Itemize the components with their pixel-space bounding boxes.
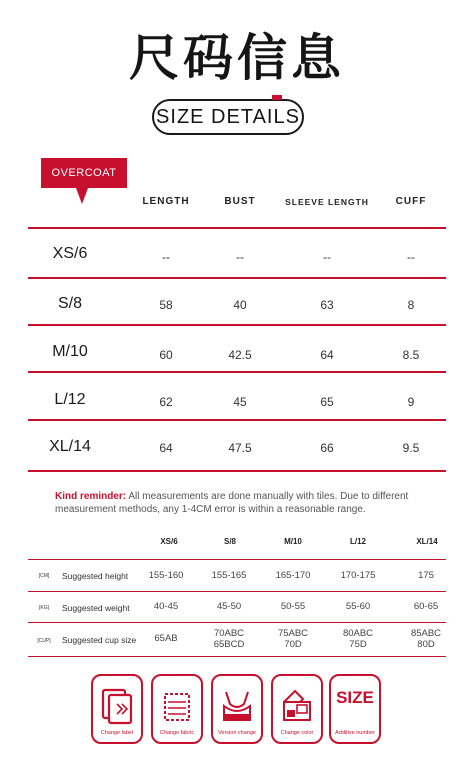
kind-reminder <box>55 490 435 516</box>
table-cell: 62 <box>159 395 173 409</box>
col-bust: BUST <box>224 196 256 207</box>
sub-col-s: S/8 <box>223 537 236 546</box>
reminder-label: Kind reminder: <box>55 491 127 502</box>
table-cell: 170-175 <box>340 570 376 581</box>
bra-icon <box>213 682 261 732</box>
size-label: S/8 <box>57 295 82 312</box>
divider <box>28 324 446 326</box>
divider <box>28 371 446 373</box>
divider <box>28 277 446 279</box>
size-label: XL/14 <box>49 438 91 455</box>
table-cell: 9 <box>407 395 415 409</box>
divider <box>28 419 446 421</box>
sub-col-xs: XS/6 <box>160 537 178 546</box>
table-cell: 70ABC 65BCD <box>213 628 245 650</box>
sub-col-xl: XL/14 <box>416 537 438 546</box>
overcoat-tag: OVERCOAT <box>41 158 127 188</box>
table-cell: 66 <box>320 441 334 455</box>
size-label: XS/6 <box>52 245 88 262</box>
icon-caption: Version change <box>218 730 256 736</box>
reminder-text: All measurements are done manually with tiles. Due to different measurement methods, any 1-4CM error is within a reasonable range. <box>55 491 409 515</box>
table-cell: 40-45 <box>153 601 179 612</box>
table-cell: 45 <box>233 395 247 409</box>
divider <box>28 470 446 472</box>
table-cell: 58 <box>159 298 173 312</box>
size-label: L/12 <box>54 391 86 408</box>
table-cell: 64 <box>159 441 173 455</box>
table-cell: 65AB <box>154 633 178 644</box>
table-cell: 55-60 <box>345 601 371 612</box>
unit-label: [CUP] <box>37 638 51 644</box>
subtitle: SIZE DETAILS <box>156 106 300 128</box>
page-title: 尺码信息 <box>129 29 345 87</box>
divider <box>28 591 446 592</box>
icon-caption: Change label <box>100 730 134 736</box>
col-length: LENGTH <box>142 196 190 207</box>
table-cell: 8.5 <box>402 348 420 362</box>
table-cell: 60-65 <box>413 601 439 612</box>
icon-caption: Additive number <box>335 730 375 736</box>
table-cell: 8 <box>407 298 415 312</box>
table-cell: 175 <box>418 570 434 581</box>
col-cuff: CUFF <box>395 196 427 207</box>
table-cell: -- <box>236 250 244 264</box>
table-cell: 45-50 <box>216 601 242 612</box>
col-sleeve-length: SLEEVE LENGTH <box>285 197 369 207</box>
table-cell: -- <box>407 250 415 264</box>
icon-caption: Change fabric <box>159 730 195 736</box>
fabric-icon <box>153 682 201 732</box>
table-cell: 165-170 <box>275 570 311 581</box>
table-cell: 47.5 <box>228 441 252 455</box>
sub-col-l: L/12 <box>349 537 366 546</box>
table-cell: -- <box>323 250 331 264</box>
table-cell: 65 <box>320 395 334 409</box>
divider <box>28 622 446 623</box>
unit-label: [KG] <box>38 605 49 611</box>
divider <box>28 559 446 560</box>
table-cell: 63 <box>320 298 334 312</box>
row-label: Suggested height <box>62 571 129 581</box>
divider <box>28 656 446 657</box>
size-icon: SIZE <box>336 688 374 707</box>
icon-caption: Change color <box>280 730 314 736</box>
table-cell: 155-165 <box>211 570 247 581</box>
table-cell: 40 <box>233 298 247 312</box>
table-cell: 60 <box>159 348 173 362</box>
table-cell: 80ABC 75D <box>342 628 374 650</box>
label-icon <box>93 682 141 732</box>
color-icon <box>273 682 321 732</box>
tag-pointer <box>76 188 88 204</box>
unit-label: [CM] <box>38 573 50 579</box>
sub-col-m: M/10 <box>284 537 302 546</box>
size-label: M/10 <box>52 343 88 360</box>
table-cell: 42.5 <box>228 348 252 362</box>
row-label: Suggested cup size <box>62 635 137 645</box>
table-cell: 9.5 <box>402 441 420 455</box>
row-label: Suggested weight <box>62 603 130 613</box>
table-cell: 85ABC 80D <box>410 628 442 650</box>
table-cell: -- <box>162 250 170 264</box>
table-cell: 64 <box>320 348 334 362</box>
table-cell: 50-55 <box>280 601 306 612</box>
table-cell: 75ABC 70D <box>277 628 309 650</box>
table-cell: 155-160 <box>148 570 184 581</box>
divider <box>28 227 446 229</box>
